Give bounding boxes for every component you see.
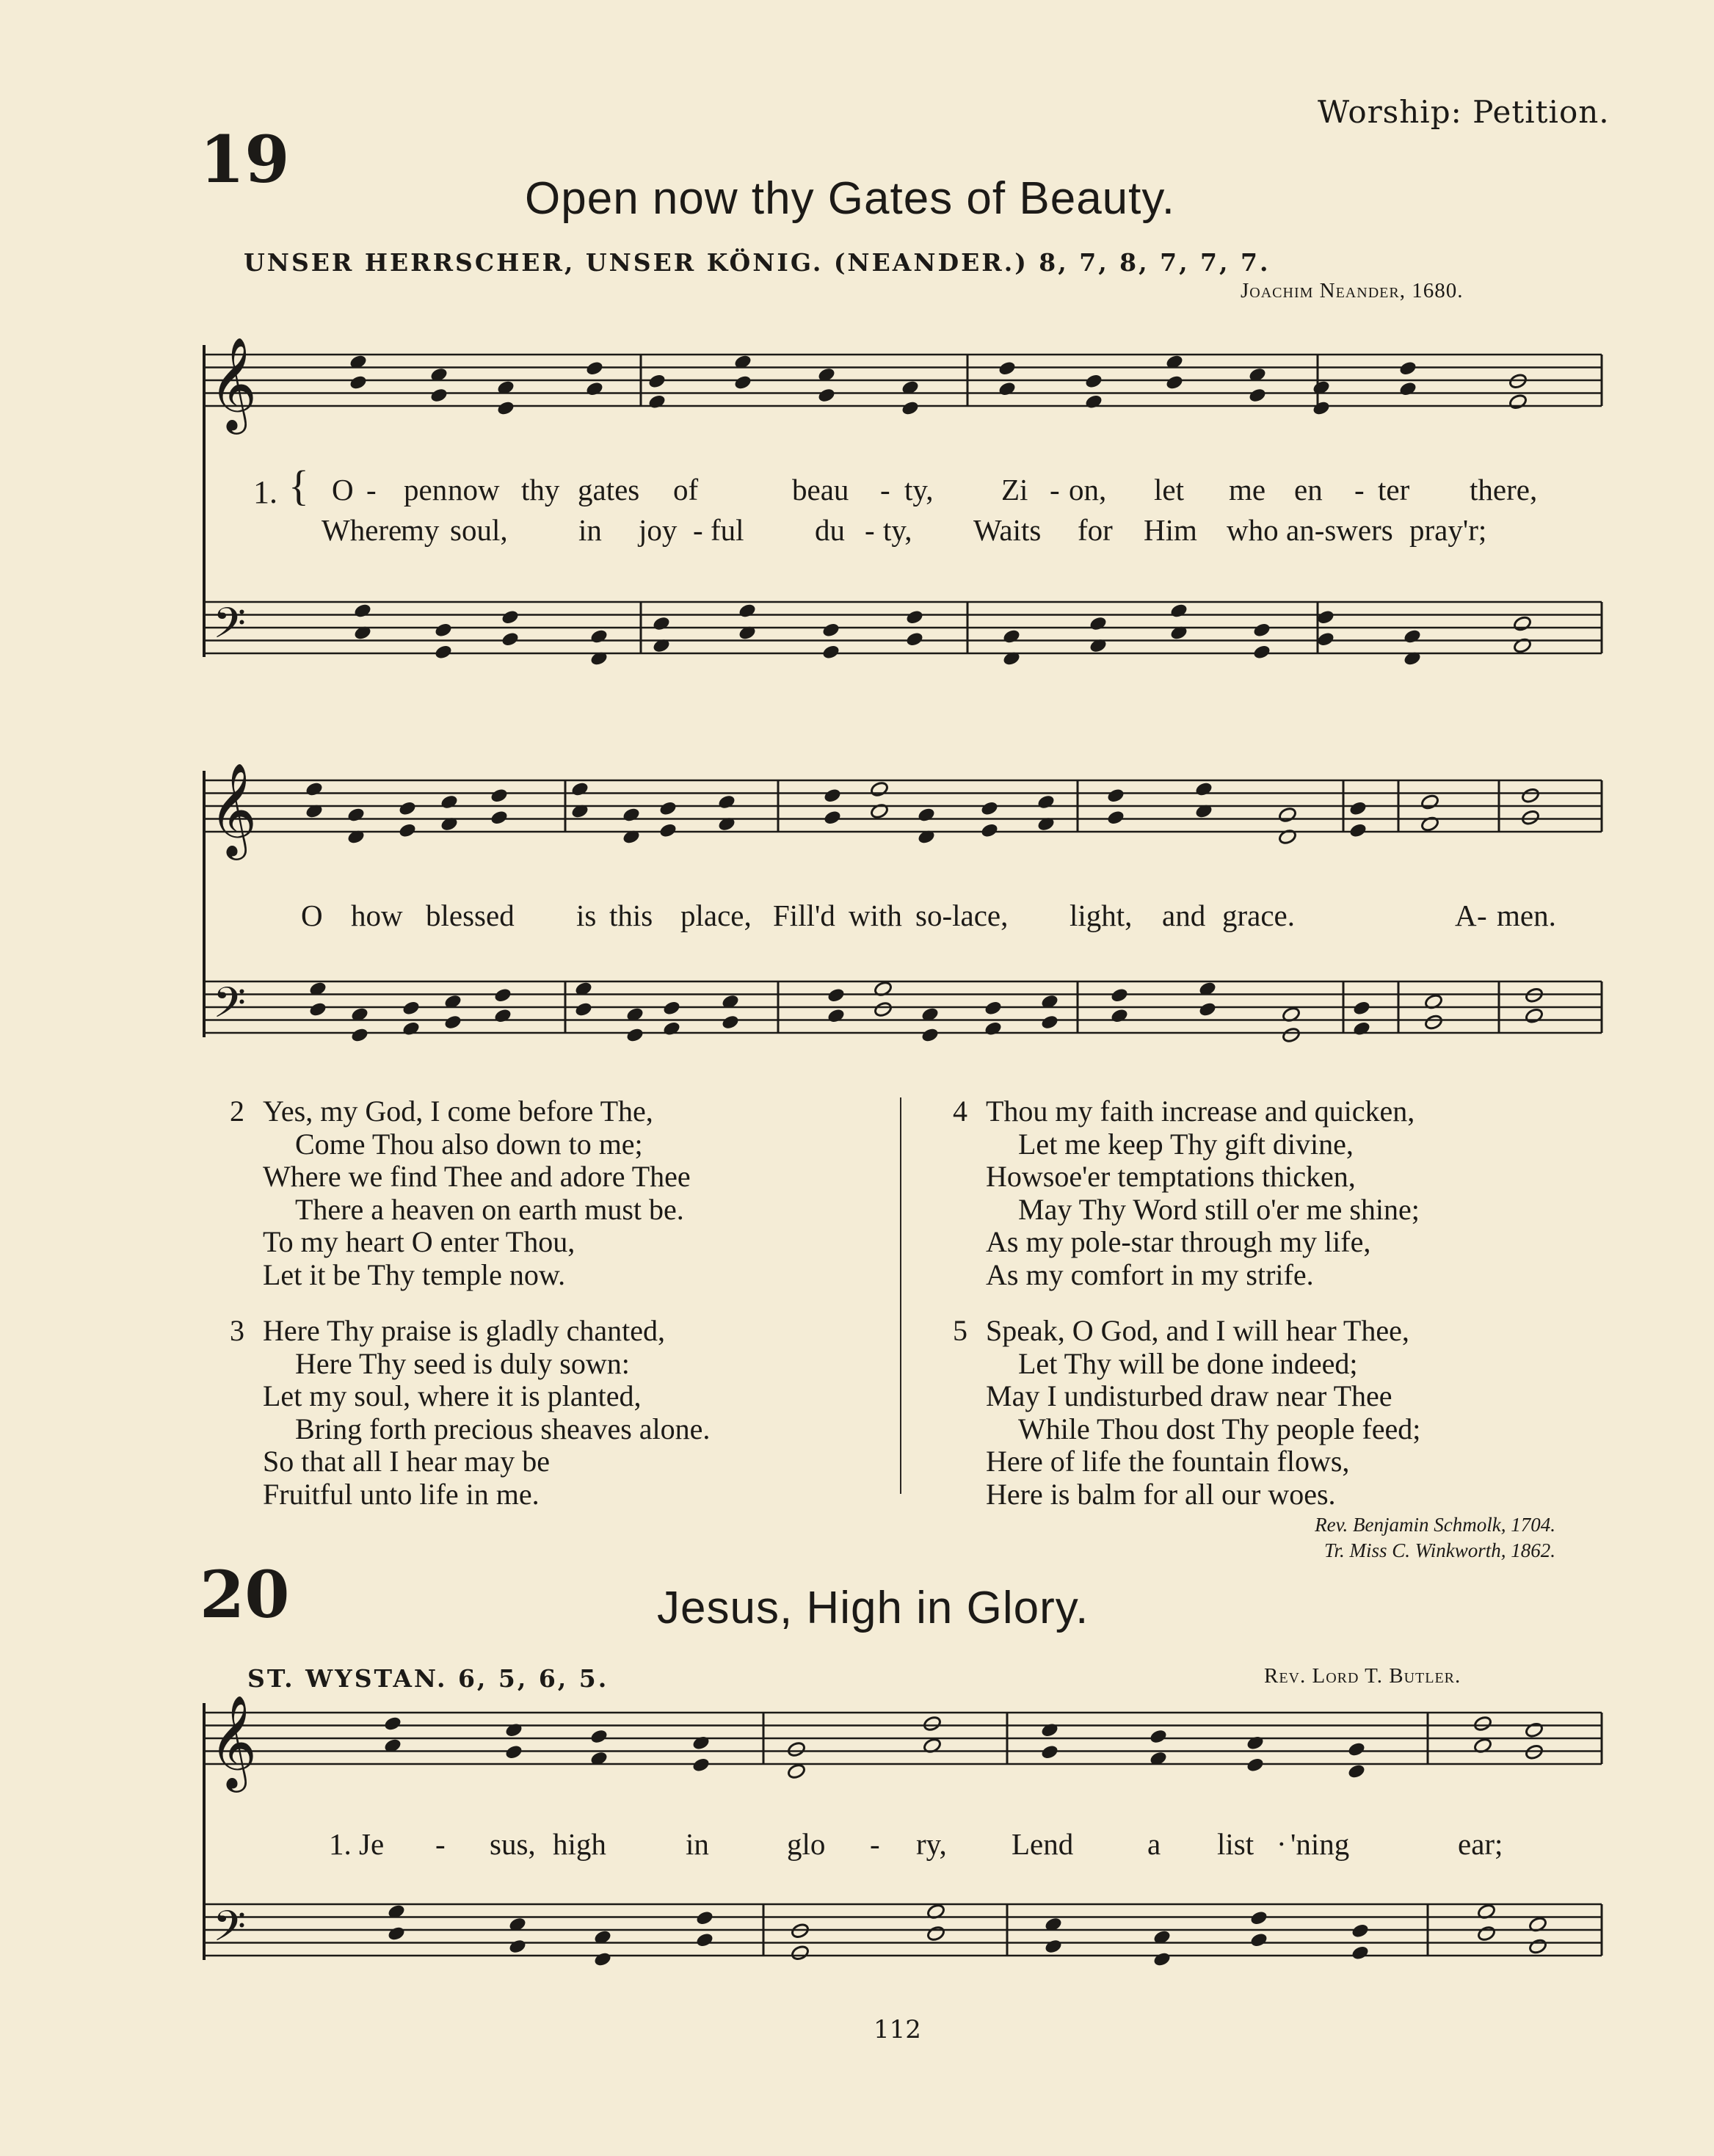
- lyric-syllable: soul,: [450, 513, 508, 547]
- lyric-syllable: A: [1455, 899, 1477, 932]
- lyric-syllable: is: [576, 899, 597, 932]
- lyric-syllable: ful: [711, 513, 744, 547]
- note-head: [1149, 1728, 1168, 1745]
- clef-icon: 𝄢: [213, 978, 247, 1038]
- note-head: [440, 794, 459, 810]
- lyric-syllable: blessed: [426, 899, 515, 932]
- note-head: [1040, 1014, 1059, 1031]
- note-head: [493, 1007, 512, 1024]
- stanza-number: 5: [953, 1314, 967, 1347]
- verse-1-marker: 1.: [253, 474, 277, 510]
- note-head: [1252, 622, 1271, 639]
- stanza-line: Where we find Thee and adore Thee: [263, 1160, 691, 1193]
- note-head: [593, 1951, 612, 1968]
- note-head: [980, 822, 999, 839]
- note-head: [443, 1014, 462, 1031]
- note-head: [1521, 787, 1540, 804]
- note-head: [501, 609, 520, 625]
- note-head: [738, 603, 757, 620]
- note-head: [346, 807, 366, 824]
- lyric-syllable: for: [1078, 513, 1113, 547]
- lyric-syllable: place,: [680, 899, 752, 932]
- note-head: [733, 374, 752, 391]
- lyric-syllable: gates: [578, 473, 640, 507]
- note-head: [1165, 374, 1184, 391]
- lyric-syllable: pen: [404, 473, 448, 507]
- lyric-syllable: O: [301, 899, 323, 932]
- translator-credit: Tr. Miss C. Winkworth, 1862.: [1323, 1539, 1555, 1561]
- lyric-syllable: an-swers: [1286, 513, 1393, 547]
- hymn-number-20: 20: [200, 1556, 290, 1633]
- note-head: [504, 1721, 523, 1738]
- note-head: [1282, 1027, 1301, 1044]
- note-head: [1351, 1945, 1370, 1961]
- note-head: [662, 1020, 681, 1037]
- note-head: [1316, 631, 1335, 647]
- lyric-syllable: joy: [639, 513, 678, 547]
- note-head: [574, 1001, 593, 1018]
- lyric-syllable: glo: [787, 1827, 826, 1861]
- note-head: [662, 1000, 681, 1017]
- note-head: [1352, 1020, 1371, 1037]
- note-head: [1351, 1923, 1370, 1939]
- note-head: [691, 1735, 711, 1752]
- note-head: [980, 800, 999, 817]
- note-head: [787, 1763, 806, 1780]
- lyric-syllable: -: [1477, 899, 1487, 932]
- lyric-syllable: -: [693, 513, 703, 547]
- clef-icon: 𝄢: [213, 598, 247, 658]
- note-head: [434, 622, 453, 639]
- note-head: [1040, 1721, 1059, 1738]
- note-head: [383, 1716, 402, 1732]
- clef-icon: 𝄢: [213, 1901, 247, 1961]
- lyric-syllable: Lend: [1012, 1827, 1074, 1861]
- note-head: [1198, 1001, 1217, 1018]
- note-head: [1110, 987, 1129, 1003]
- note-head: [305, 781, 324, 798]
- note-head: [917, 807, 936, 824]
- stanza-line: Let Thy will be done indeed;: [1018, 1346, 1358, 1380]
- stanza-line: As my comfort in my strife.: [986, 1257, 1314, 1291]
- note-head: [1525, 1721, 1544, 1738]
- note-head: [1002, 628, 1021, 645]
- lyric-syllable: let: [1154, 473, 1184, 507]
- note-head: [1040, 1743, 1059, 1760]
- lyric-syllable: and: [1162, 899, 1206, 932]
- stanza-line: Let it be Thy temple now.: [263, 1257, 566, 1291]
- stanza-line: Fruitful unto life in me.: [263, 1477, 540, 1511]
- note-head: [490, 809, 509, 826]
- note-head: [695, 1931, 714, 1948]
- lyric-syllable: ty,: [883, 513, 912, 547]
- note-head: [434, 644, 453, 661]
- note-head: [926, 1925, 945, 1942]
- lyric-syllable: men.: [1497, 899, 1556, 932]
- note-head: [1194, 781, 1213, 798]
- note-head: [1084, 393, 1103, 410]
- stanza-line: Here of life the fountain flows,: [986, 1445, 1350, 1478]
- lyric-syllable: with: [849, 899, 902, 932]
- stanza-line: May Thy Word still o'er me shine;: [1018, 1192, 1420, 1226]
- lyric-syllable: list: [1217, 1827, 1254, 1861]
- lyric-syllable: 1. Je: [329, 1827, 385, 1861]
- stanza-line: Speak, O God, and I will hear Thee,: [986, 1314, 1409, 1347]
- note-head: [691, 1757, 711, 1774]
- note-head: [1424, 1014, 1443, 1031]
- note-head: [1312, 400, 1331, 417]
- lyric-syllable: high: [553, 1827, 606, 1861]
- lyric-syllable: ear;: [1458, 1827, 1503, 1861]
- note-head: [589, 628, 609, 645]
- lyric-syllable: -: [870, 1827, 880, 1861]
- brace-open: {: [288, 462, 309, 509]
- lyric-syllable: en: [1294, 473, 1323, 507]
- note-head: [308, 1001, 327, 1018]
- note-head: [585, 360, 604, 377]
- note-head: [493, 987, 512, 1003]
- note-head: [1348, 822, 1368, 839]
- stanza-line: So that all I hear may be: [263, 1445, 550, 1478]
- note-head: [984, 1000, 1003, 1017]
- stanza-line: Let my soul, where it is planted,: [263, 1379, 642, 1412]
- note-head: [1398, 380, 1417, 397]
- note-head: [508, 1938, 527, 1955]
- note-head: [1348, 800, 1368, 817]
- note-head: [1248, 387, 1267, 404]
- note-head: [1169, 603, 1188, 620]
- note-head: [1513, 615, 1532, 632]
- lyric-syllable: du: [815, 513, 845, 547]
- note-head: [625, 1027, 644, 1044]
- note-head: [1352, 1000, 1371, 1017]
- note-head: [821, 644, 840, 661]
- lyric-syllable: Zi: [1001, 473, 1028, 507]
- lyric-syllable: ty,: [904, 473, 934, 507]
- clef-icon: 𝄞: [209, 762, 258, 856]
- lyric-syllable: light,: [1070, 899, 1133, 932]
- lyric-syllable: this: [609, 899, 653, 932]
- note-head: [1473, 1716, 1492, 1732]
- stanza-number: 2: [230, 1095, 244, 1128]
- note-head: [1347, 1763, 1366, 1780]
- stanza-number: 4: [953, 1095, 967, 1128]
- stanza-line: Let me keep Thy gift divine,: [1018, 1127, 1354, 1161]
- note-head: [1249, 1931, 1268, 1948]
- note-head: [589, 1728, 609, 1745]
- note-head: [920, 1027, 940, 1044]
- lyric-syllable: sus,: [490, 1827, 536, 1861]
- note-head: [1106, 787, 1125, 804]
- lyric-syllable: me: [1229, 473, 1266, 507]
- lyric-syllable: -: [435, 1827, 446, 1861]
- note-head: [984, 1020, 1003, 1037]
- note-head: [787, 1741, 806, 1758]
- note-head: [998, 380, 1017, 397]
- lyric-syllable: Fill'd: [773, 899, 835, 932]
- note-head: [870, 781, 889, 798]
- note-head: [1403, 628, 1422, 645]
- note-head: [923, 1716, 942, 1732]
- note-head: [1278, 807, 1297, 824]
- lyric-syllable: 'ning: [1290, 1827, 1350, 1861]
- note-head: [1152, 1951, 1172, 1968]
- hymn-number-19: 19: [200, 121, 290, 197]
- note-head: [622, 807, 641, 824]
- note-head: [398, 800, 417, 817]
- lyric-syllable: grace.: [1222, 899, 1295, 932]
- note-head: [874, 1001, 893, 1018]
- note-head: [1044, 1938, 1063, 1955]
- note-head: [905, 609, 924, 625]
- lyric-syllable: how: [351, 899, 403, 932]
- stanza-line: While Thou dost Thy people feed;: [1018, 1412, 1421, 1445]
- section-header: Worship: Petition.: [1318, 94, 1610, 130]
- note-head: [1110, 1007, 1129, 1024]
- note-head: [1252, 644, 1271, 661]
- note-head: [1084, 373, 1103, 390]
- column-divider: [900, 1097, 901, 1494]
- lyric-syllable: in: [686, 1827, 709, 1861]
- note-head: [901, 400, 920, 417]
- note-head: [496, 400, 515, 417]
- stanza-line: May I undisturbed draw near Thee: [986, 1379, 1392, 1412]
- lyric-syllable: my: [401, 513, 440, 547]
- lyric-syllable: who: [1227, 513, 1279, 547]
- note-head: [1249, 1909, 1268, 1926]
- hymn-20-composer: Rev. Lord T. Butler.: [1264, 1664, 1461, 1688]
- stanza-line: Come Thou also down to me;: [295, 1127, 643, 1161]
- note-head: [1508, 393, 1528, 410]
- hymn-20-title: Jesus, High in Glory.: [657, 1583, 1089, 1633]
- stanza-line: Yes, my God, I come before The,: [263, 1095, 653, 1128]
- lyric-syllable: a: [1147, 1827, 1161, 1861]
- note-head: [721, 1014, 740, 1031]
- note-head: [1528, 1938, 1547, 1955]
- note-head: [827, 987, 846, 1003]
- note-head: [647, 393, 667, 410]
- note-head: [501, 631, 520, 647]
- clef-icon: 𝄞: [209, 336, 258, 430]
- note-head: [821, 622, 840, 639]
- note-head: [817, 387, 836, 404]
- lyric-syllable: there,: [1470, 473, 1538, 507]
- lyric-syllable: -: [366, 473, 377, 507]
- note-head: [827, 1007, 846, 1024]
- note-head: [823, 787, 842, 804]
- lyric-syllable: -: [1050, 473, 1060, 507]
- stanza-line: Here is balm for all our woes.: [986, 1477, 1336, 1511]
- stanza-number: 3: [230, 1314, 244, 1347]
- hymn-19-title: Open now thy Gates of Beauty.: [525, 173, 1176, 224]
- stanza-line: There a heaven on earth must be.: [295, 1192, 684, 1226]
- stanza-line: Thou my faith increase and quicken,: [986, 1095, 1415, 1128]
- note-head: [1246, 1757, 1265, 1774]
- note-head: [1316, 609, 1335, 625]
- note-head: [1246, 1735, 1265, 1752]
- lyric-syllable: ter: [1378, 473, 1410, 507]
- stanza-line: As my pole-star through my life,: [986, 1225, 1371, 1258]
- lyric-syllable: -: [1354, 473, 1365, 507]
- lyric-syllable: ·: [1277, 1827, 1287, 1861]
- note-head: [1521, 809, 1540, 826]
- lyric-syllable: -: [880, 473, 890, 507]
- note-head: [1036, 794, 1056, 810]
- stanza-line: Here Thy praise is gladly chanted,: [263, 1314, 665, 1347]
- note-head: [1525, 1007, 1544, 1024]
- note-head: [429, 387, 449, 404]
- note-head: [647, 373, 667, 390]
- note-head: [398, 822, 417, 839]
- stanza-line: To my heart O enter Thou,: [263, 1225, 575, 1258]
- stanza-line: Howsoe'er temptations thicken,: [986, 1160, 1356, 1193]
- lyric-syllable: on,: [1069, 473, 1107, 507]
- note-head: [353, 603, 372, 620]
- note-head: [402, 1020, 421, 1037]
- note-head: [1477, 1925, 1496, 1942]
- note-head: [350, 1027, 369, 1044]
- note-head: [695, 1909, 714, 1926]
- note-head: [652, 615, 671, 632]
- note-head: [998, 360, 1017, 377]
- page-number: 112: [874, 2015, 921, 2044]
- clef-icon: 𝄞: [209, 1694, 258, 1788]
- note-head: [658, 822, 678, 839]
- note-head: [1089, 615, 1108, 632]
- lyric-syllable: beau: [792, 473, 849, 507]
- lyric-syllable: ry,: [916, 1827, 947, 1861]
- note-head: [1106, 809, 1125, 826]
- lyric-syllable: -: [865, 513, 875, 547]
- stanza-line: Here Thy seed is duly sown:: [295, 1346, 630, 1380]
- lyric-syllable: now: [448, 473, 500, 507]
- note-head: [717, 794, 736, 810]
- lyric-syllable: Where: [322, 513, 402, 547]
- note-head: [387, 1925, 406, 1942]
- hymn-20-tune: ST. WYSTAN. 6, 5, 6, 5.: [247, 1664, 609, 1693]
- note-head: [658, 800, 678, 817]
- note-head: [585, 380, 604, 397]
- note-head: [570, 781, 589, 798]
- note-head: [402, 1000, 421, 1017]
- note-head: [1420, 794, 1439, 810]
- lyric-syllable: of: [673, 473, 699, 507]
- lyric-syllable: in: [578, 513, 602, 547]
- lyric-syllable: Waits: [973, 513, 1042, 547]
- note-head: [1347, 1741, 1366, 1758]
- lyric-syllable: so-lace,: [915, 899, 1009, 932]
- hymn-19-composer: Joachim Neander, 1680.: [1241, 279, 1464, 302]
- lyric-syllable: Him: [1144, 513, 1197, 547]
- author-credit: Rev. Benjamin Schmolk, 1704.: [1315, 1514, 1555, 1536]
- note-head: [1398, 360, 1417, 377]
- note-head: [905, 631, 924, 647]
- note-head: [490, 787, 509, 804]
- lyric-syllable: O: [332, 473, 354, 507]
- note-head: [504, 1743, 523, 1760]
- note-head: [791, 1945, 810, 1961]
- hymn-19-tune: UNSER HERRSCHER, UNSER KÖNIG. (NEANDER.) 8, 7, 8, 7, 7, 7.: [244, 248, 1271, 277]
- lyric-syllable: thy: [521, 473, 560, 507]
- stanza-line: Bring forth precious sheaves alone.: [295, 1412, 711, 1445]
- lyric-syllable: pray'r;: [1409, 513, 1487, 547]
- note-head: [349, 374, 368, 391]
- note-head: [823, 809, 842, 826]
